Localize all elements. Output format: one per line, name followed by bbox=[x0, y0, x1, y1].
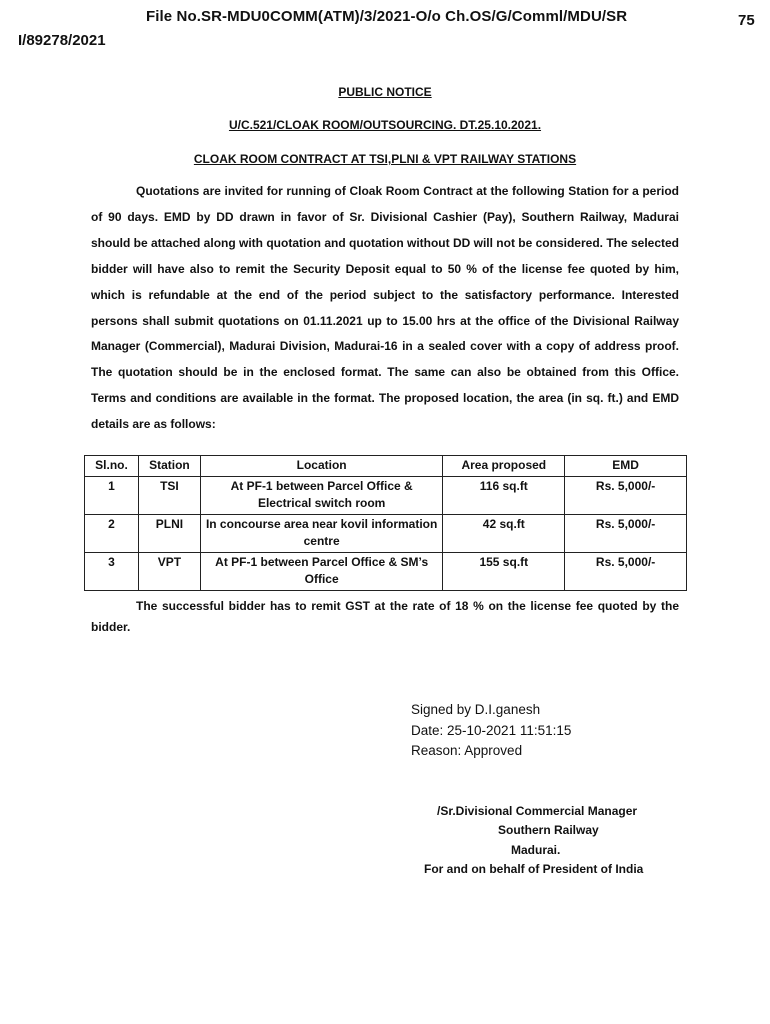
cell-location: At PF-1 between Parcel Office & SM’s Office bbox=[200, 553, 442, 591]
cell-sl-no: 2 bbox=[85, 515, 139, 553]
cell-emd: Rs. 5,000/- bbox=[565, 515, 687, 553]
signatory-authority: For and on behalf of President of India bbox=[424, 862, 644, 876]
cell-station: VPT bbox=[138, 553, 200, 591]
closing-text: The successful bidder has to remit GST at the rate of 18 % on the license fee quoted by the bidder. bbox=[91, 599, 679, 634]
signatory-organization: Southern Railway bbox=[498, 823, 599, 837]
header-station: Station bbox=[138, 456, 200, 477]
cell-station: PLNI bbox=[138, 515, 200, 553]
notice-title: PUBLIC NOTICE bbox=[338, 85, 432, 99]
cell-location: In concourse area near kovil information centre bbox=[200, 515, 442, 553]
cell-emd: Rs. 5,000/- bbox=[565, 477, 687, 515]
signature-date: Date: 25-10-2021 11:51:15 bbox=[411, 722, 572, 738]
cell-emd: Rs. 5,000/- bbox=[565, 553, 687, 591]
header-area: Area proposed bbox=[443, 456, 565, 477]
page-number: 75 bbox=[738, 12, 755, 29]
signatory-location: Madurai. bbox=[511, 843, 561, 857]
table-header-row bbox=[85, 456, 687, 477]
closing-paragraph bbox=[91, 596, 679, 638]
header-location: Location bbox=[200, 456, 442, 477]
cell-area: 42 sq.ft bbox=[443, 515, 565, 553]
file-number-line-2: I/89278/2021 bbox=[18, 32, 106, 49]
signature-reason: Reason: Approved bbox=[411, 743, 523, 758]
table-row bbox=[85, 515, 687, 553]
digital-signature bbox=[411, 700, 571, 762]
cell-station: TSI bbox=[138, 477, 200, 515]
cell-sl-no: 1 bbox=[85, 477, 139, 515]
header-emd: EMD bbox=[565, 456, 687, 477]
notice-body-text: Quotations are invited for running of Cloak Room Contract at the following Station for a period of 90 days. EMD by DD drawn in favor of Sr. Divisional Cashier (Pay), Southern Railway, Madurai should be attached along with quotation and quotation without DD will not be considered. The selected bidder will have also to remit the Security Deposit equal to 50 % of the license fee quoted by him, which is refundable at the end of the period subject to the satisfactory performance. Interested persons shall submit quotations on 01.11.2021 up to 15.00 hrs at the office of the Divisional Railway Manager (Commercial), Madurai Division, Madurai-16 in a sealed cover with a copy of address proof. The quotation should be in the enclosed format. The same can also be obtained from this Office. Terms and conditions are available in the format. The proposed location, the area (in sq. ft.) and EMD details are as follows: bbox=[91, 184, 680, 432]
cell-sl-no: 3 bbox=[85, 553, 139, 591]
cell-area: 155 sq.ft bbox=[443, 553, 565, 591]
table-row bbox=[85, 553, 687, 591]
notice-reference: U/C.521/CLOAK ROOM/OUTSOURCING. DT.25.10.2021. bbox=[228, 118, 542, 132]
notice-body bbox=[91, 179, 679, 438]
cell-location: At PF-1 between Parcel Office & Electrical switch room bbox=[200, 477, 442, 515]
header-sl-no: Sl.no. bbox=[85, 456, 139, 477]
station-table bbox=[84, 455, 687, 591]
signed-by: Signed by D.I.ganesh bbox=[411, 702, 541, 717]
notice-subject: CLOAK ROOM CONTRACT AT TSI,PLNI & VPT RAILWAY STATIONS bbox=[193, 152, 577, 166]
file-number-line-1: File No.SR-MDU0COMM(ATM)/3/2021-O/o Ch.OS/G/Comml/MDU/SR bbox=[146, 8, 628, 25]
cell-area: 116 sq.ft bbox=[443, 477, 565, 515]
signatory-designation: /Sr.Divisional Commercial Manager bbox=[437, 804, 638, 818]
table-row bbox=[85, 477, 687, 515]
